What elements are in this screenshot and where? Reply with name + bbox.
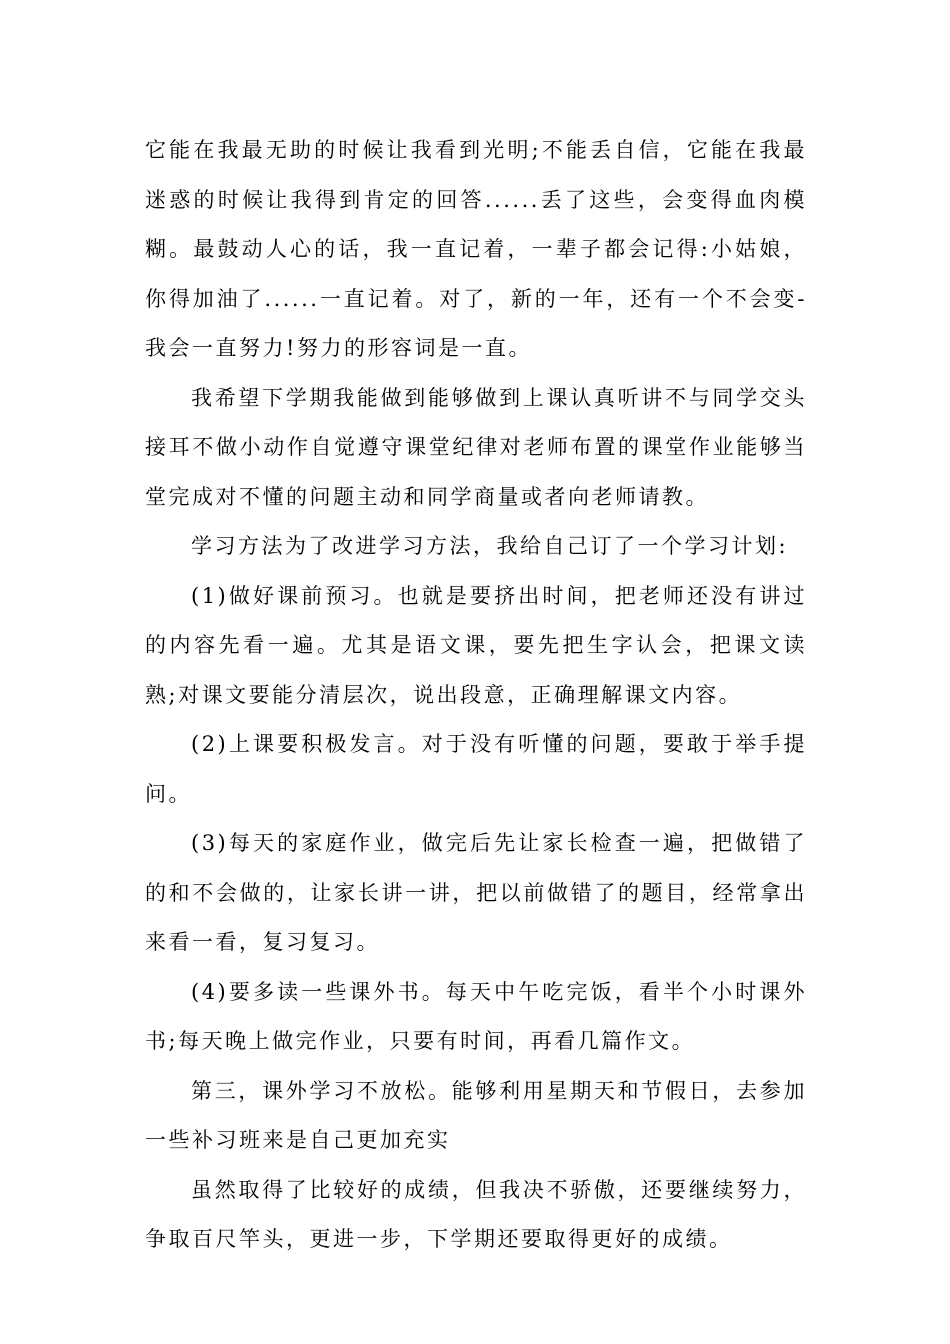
paragraph-continuation: 它能在我最无助的时候让我看到光明;不能丢自信，它能在我最迷惑的时候让我得到肯定的回答......丢了这些，会变得血肉模糊。最鼓动人心的话，我一直记着，一辈子都会记得:小姑娘，你得加油了......一直记着。对了，新的一年，还有一个不会变-我会一直努力!努力的形容词是一直。 <box>145 138 807 360</box>
paragraph-plan-item-3: (3)每天的家庭作业，做完后先让家长检查一遍，把做错了的和不会做的，让家长讲一讲，把以前做错了的题目，经常拿出来看一看，复习复习。 <box>145 831 807 954</box>
paragraph-third-point: 第三，课外学习不放松。能够利用星期天和节假日，去参加一些补习班来是自己更加充实 <box>145 1078 807 1152</box>
paragraph-plan-item-4: (4)要多读一些课外书。每天中午吃完饭，看半个小时课外书;每天晚上做完作业，只要有时间，再看几篇作文。 <box>145 979 807 1053</box>
paragraph-study-method: 学习方法为了改进学习方法，我给自己订了一个学习计划: <box>191 534 789 558</box>
paragraph-plan-item-1: (1)做好课前预习。也就是要挤出时间，把老师还没有讲过的内容先看一遍。尤其是语文课，要先把生字认会，把课文读熟;对课文要能分清层次，说出段意，正确理解课文内容。 <box>145 583 807 707</box>
document-body <box>145 126 807 1265</box>
paragraph-next-term-hope: 我希望下学期我能做到能够做到上课认真听讲不与同学交头接耳不做小动作自觉遵守课堂纪律对老师布置的课堂作业能够当堂完成对不懂的问题主动和同学商量或者向老师请教。 <box>145 385 807 509</box>
paragraph-conclusion: 虽然取得了比较好的成绩，但我决不骄傲，还要继续努力，争取百尺竿头，更进一步，下学期还要取得更好的成绩。 <box>145 1177 807 1251</box>
paragraph-plan-item-2: (2)上课要积极发言。对于没有听懂的问题，要敢于举手提问。 <box>145 732 807 806</box>
